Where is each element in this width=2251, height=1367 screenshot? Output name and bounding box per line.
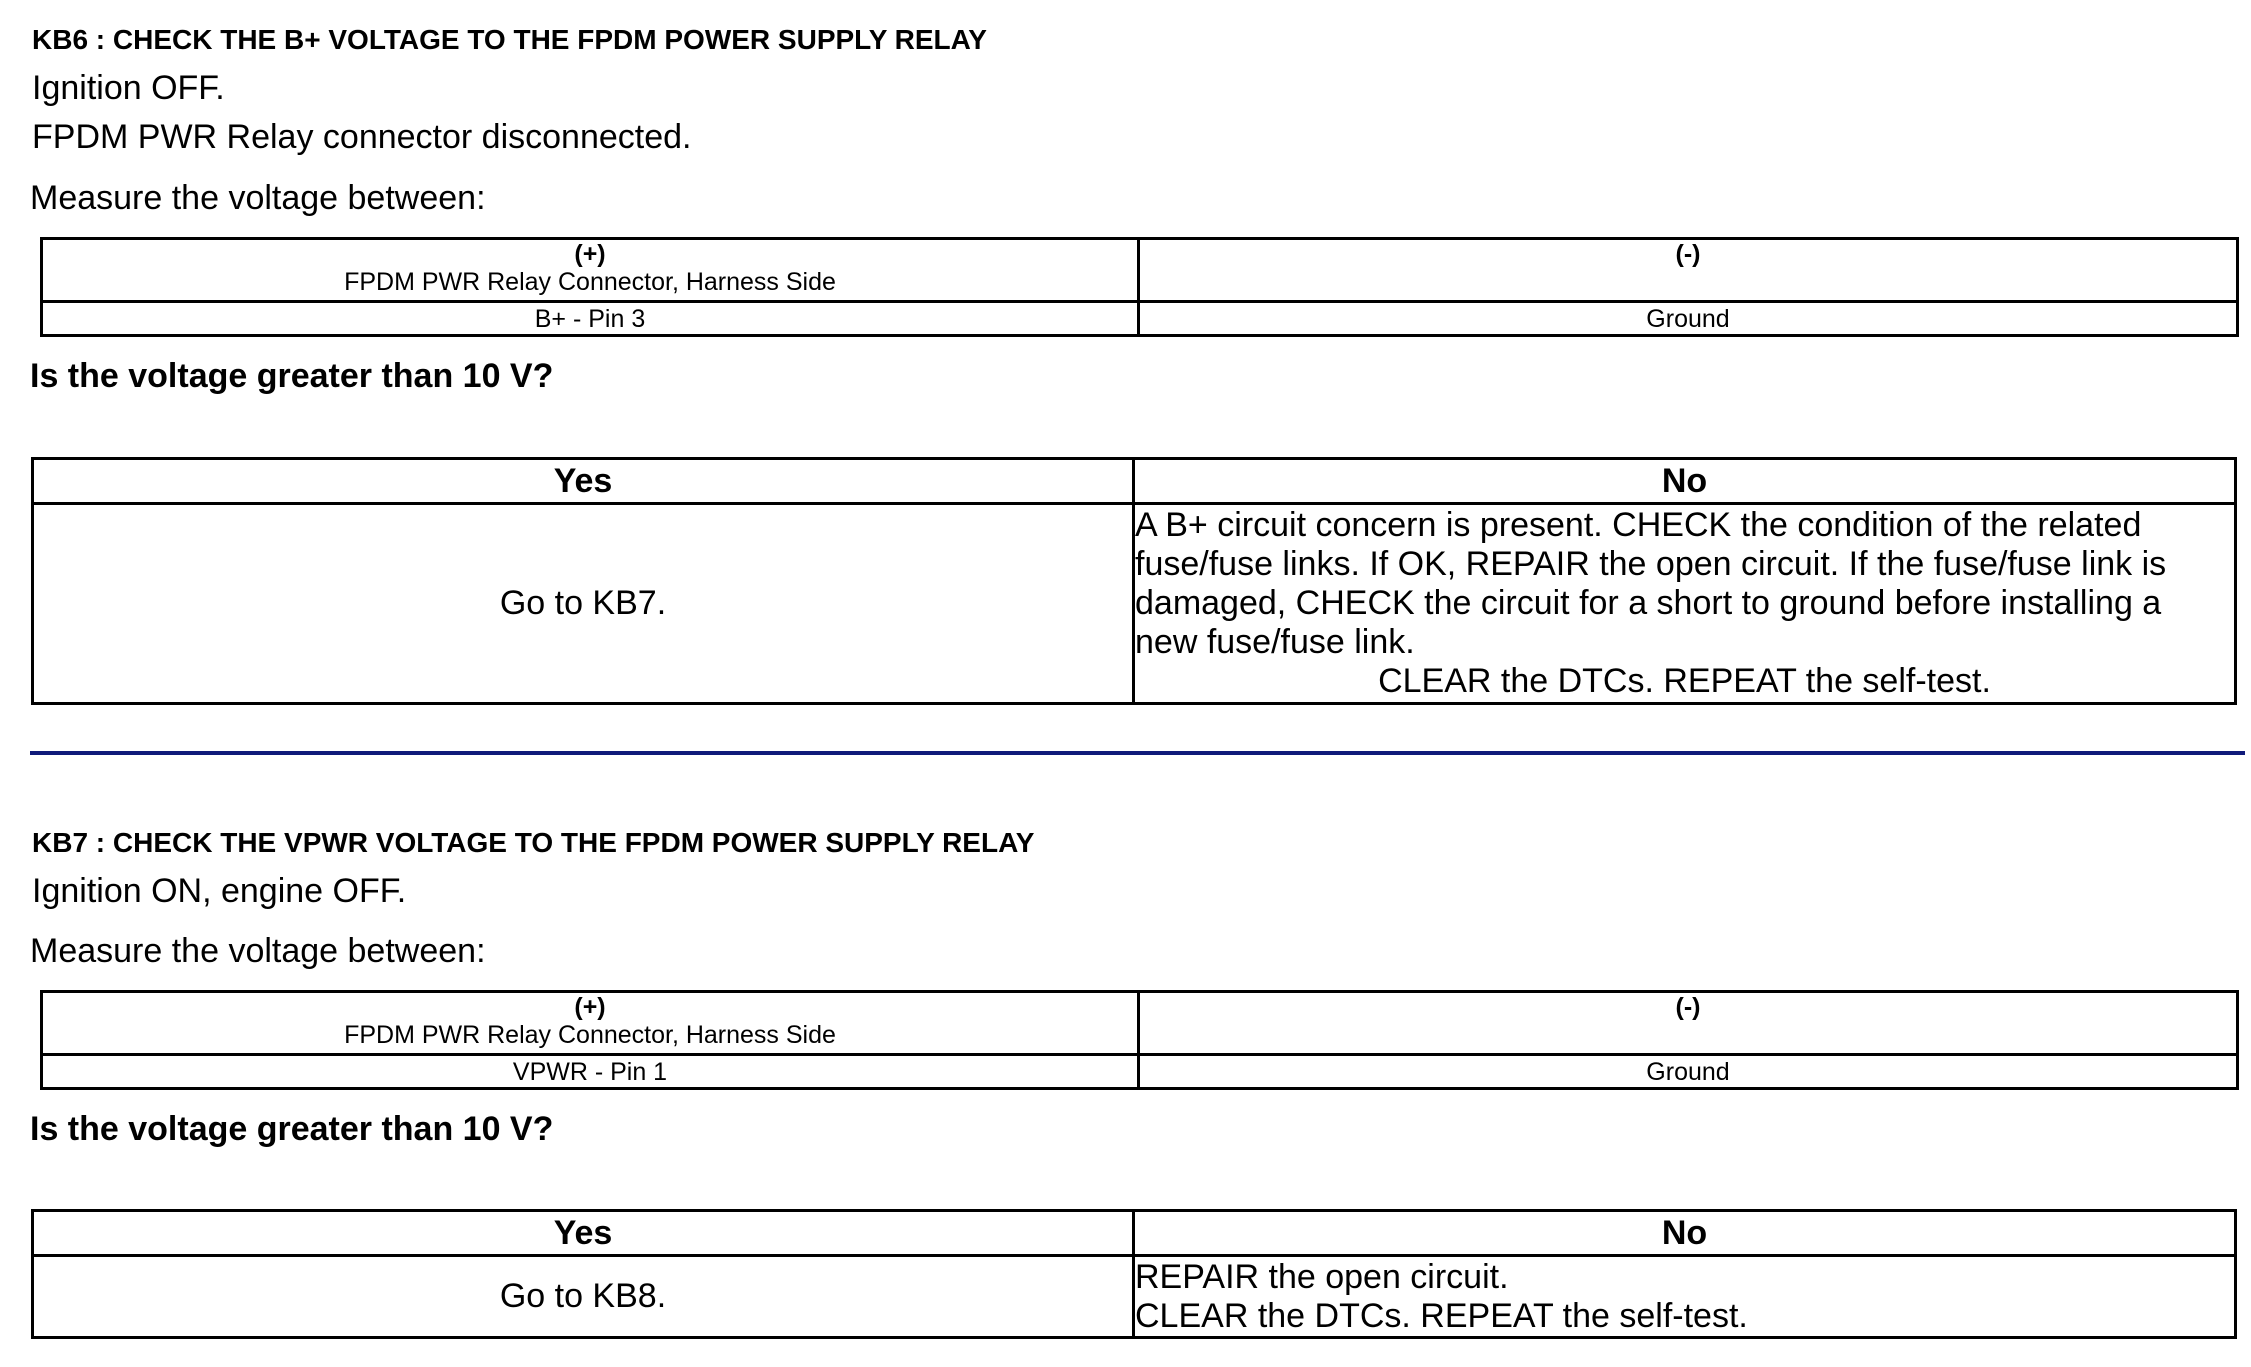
kb7-measure-table (40, 990, 2239, 1090)
kb6-no-line-4: new fuse/fuse link. (1135, 623, 1415, 661)
kb6-measure-label: Measure the voltage between: (30, 179, 486, 217)
kb6-no-footer: CLEAR the DTCs. REPEAT the self-test. (1378, 662, 1991, 700)
kb6-plus-value: B+ - Pin 3 (42, 302, 1139, 336)
kb6-minus-header-cell (1139, 239, 2238, 302)
kb6-no-cell (1134, 504, 2236, 704)
kb7-question: Is the voltage greater than 10 V? (30, 1110, 554, 1148)
kb7-yes-header: Yes (33, 1211, 1134, 1256)
kb7-minus-value: Ground (1139, 1055, 2238, 1089)
kb6-condition-1: Ignition OFF. (32, 69, 225, 107)
kb6-no-line-3: damaged, CHECK the circuit for a short to ground before installing a (1135, 584, 2162, 622)
kb7-no-line-1: REPAIR the open circuit. (1135, 1257, 1509, 1296)
kb6-no-line-2: fuse/fuse links. If OK, REPAIR the open circuit. If the fuse/fuse link is (1135, 545, 2167, 583)
kb6-yes-text: Go to KB7. (33, 504, 1134, 704)
kb7-condition-1: Ignition ON, engine OFF. (32, 872, 407, 910)
kb6-no-header: No (1134, 459, 2236, 504)
kb7-minus-header: (-) (1675, 993, 1701, 1021)
kb7-measure-label: Measure the voltage between: (30, 932, 486, 970)
kb6-plus-header: (+) (574, 240, 606, 268)
kb7-no-cell (1134, 1256, 2236, 1338)
kb7-plus-header-cell (42, 992, 1139, 1055)
kb7-plus-subheader: FPDM PWR Relay Connector, Harness Side (344, 1021, 836, 1049)
kb6-yes-header: Yes (33, 459, 1134, 504)
kb6-plus-subheader: FPDM PWR Relay Connector, Harness Side (344, 268, 836, 296)
kb6-plus-header-cell (42, 239, 1139, 302)
kb6-measure-table (40, 237, 2239, 337)
section-divider (30, 751, 2245, 755)
kb6-question: Is the voltage greater than 10 V? (30, 357, 554, 395)
kb6-condition-2: FPDM PWR Relay connector disconnected. (32, 118, 692, 156)
kb6-minus-value: Ground (1139, 302, 2238, 336)
kb7-result-table (31, 1209, 2237, 1339)
kb7-plus-header: (+) (574, 993, 606, 1021)
kb7-no-line-2: CLEAR the DTCs. REPEAT the self-test. (1135, 1296, 1748, 1335)
kb6-result-table (31, 457, 2237, 705)
kb7-minus-header-cell (1139, 992, 2238, 1055)
kb6-no-line-1: A B+ circuit concern is present. CHECK the condition of the related (1135, 506, 2142, 544)
kb6-minus-header: (-) (1675, 240, 1701, 268)
kb6-title: KB6 : CHECK THE B+ VOLTAGE TO THE FPDM POWER SUPPLY RELAY (32, 24, 987, 55)
kb7-yes-text: Go to KB8. (33, 1256, 1134, 1338)
kb7-no-header: No (1134, 1211, 2236, 1256)
kb7-plus-value: VPWR - Pin 1 (42, 1055, 1139, 1089)
kb7-title: KB7 : CHECK THE VPWR VOLTAGE TO THE FPDM POWER SUPPLY RELAY (32, 827, 1035, 858)
